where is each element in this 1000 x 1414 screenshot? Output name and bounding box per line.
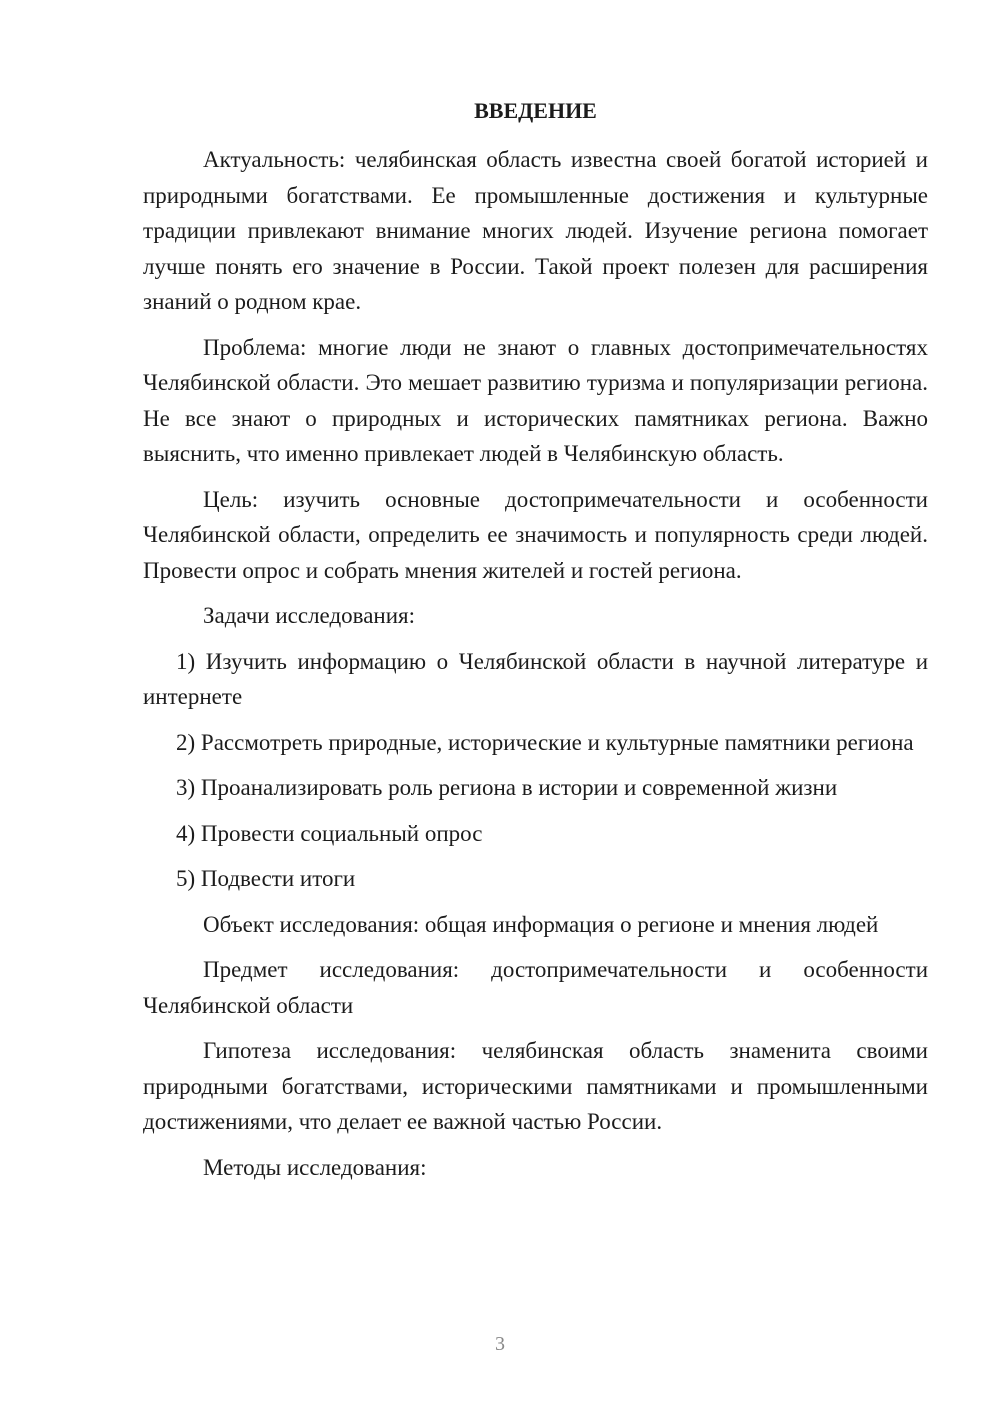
problem-paragraph: Проблема: многие люди не знают о главных достопримечательностях Челябинской области. Это мешает развитию туризма и популяризации региона. Не все знают о природных и исторических памятниках региона. Важно выяснить, что именно привлекает людей в Челябинскую область. xyxy=(143,334,928,466)
tasks-list xyxy=(143,644,928,897)
subject-paragraph: Предмет исследования: достопримечательности и особенности Челябинской области xyxy=(143,957,928,1018)
task-item: 4) Провести социальный опрос xyxy=(176,820,483,846)
page-content xyxy=(143,96,928,1195)
task-item: 2) Рассмотреть природные, исторические и культурные памятники региона xyxy=(176,729,914,755)
object-paragraph: Объект исследования: общая информация о регионе и мнения людей xyxy=(203,911,879,937)
hypothesis-paragraph: Гипотеза исследования: челябинская область знаменита своими природными богатствами, историческими памятниками и промышленными достижениями, что делает ее важной частью России. xyxy=(143,1038,928,1134)
tasks-label: Задачи исследования: xyxy=(203,603,416,628)
methods-label: Методы исследования: xyxy=(203,1154,427,1180)
relevance-paragraph: Актуальность: челябинская область известна своей богатой историей и природными богатствами. Ее промышленные достижения и культурные традиции привлекают внимание многих людей. Изучение региона помогает лучше понять его значение в России. Такой проект полезен для расширения знаний о родном крае. xyxy=(143,147,928,314)
goal-paragraph: Цель: изучить основные достопримечательности и особенности Челябинской области, определить ее значимость и популярность среди людей. Провести опрос и собрать мнения жителей и гостей региона. xyxy=(143,486,928,583)
task-item: 1) Изучить информацию о Челябинской области в научной литературе и интернете xyxy=(143,648,928,709)
page-title: ВВЕДЕНИЕ xyxy=(474,98,597,123)
page-number: 3 xyxy=(495,1333,505,1355)
task-item: 5) Подвести итоги xyxy=(176,866,356,891)
task-item: 3) Проанализировать роль региона в истории и современной жизни xyxy=(176,775,838,800)
